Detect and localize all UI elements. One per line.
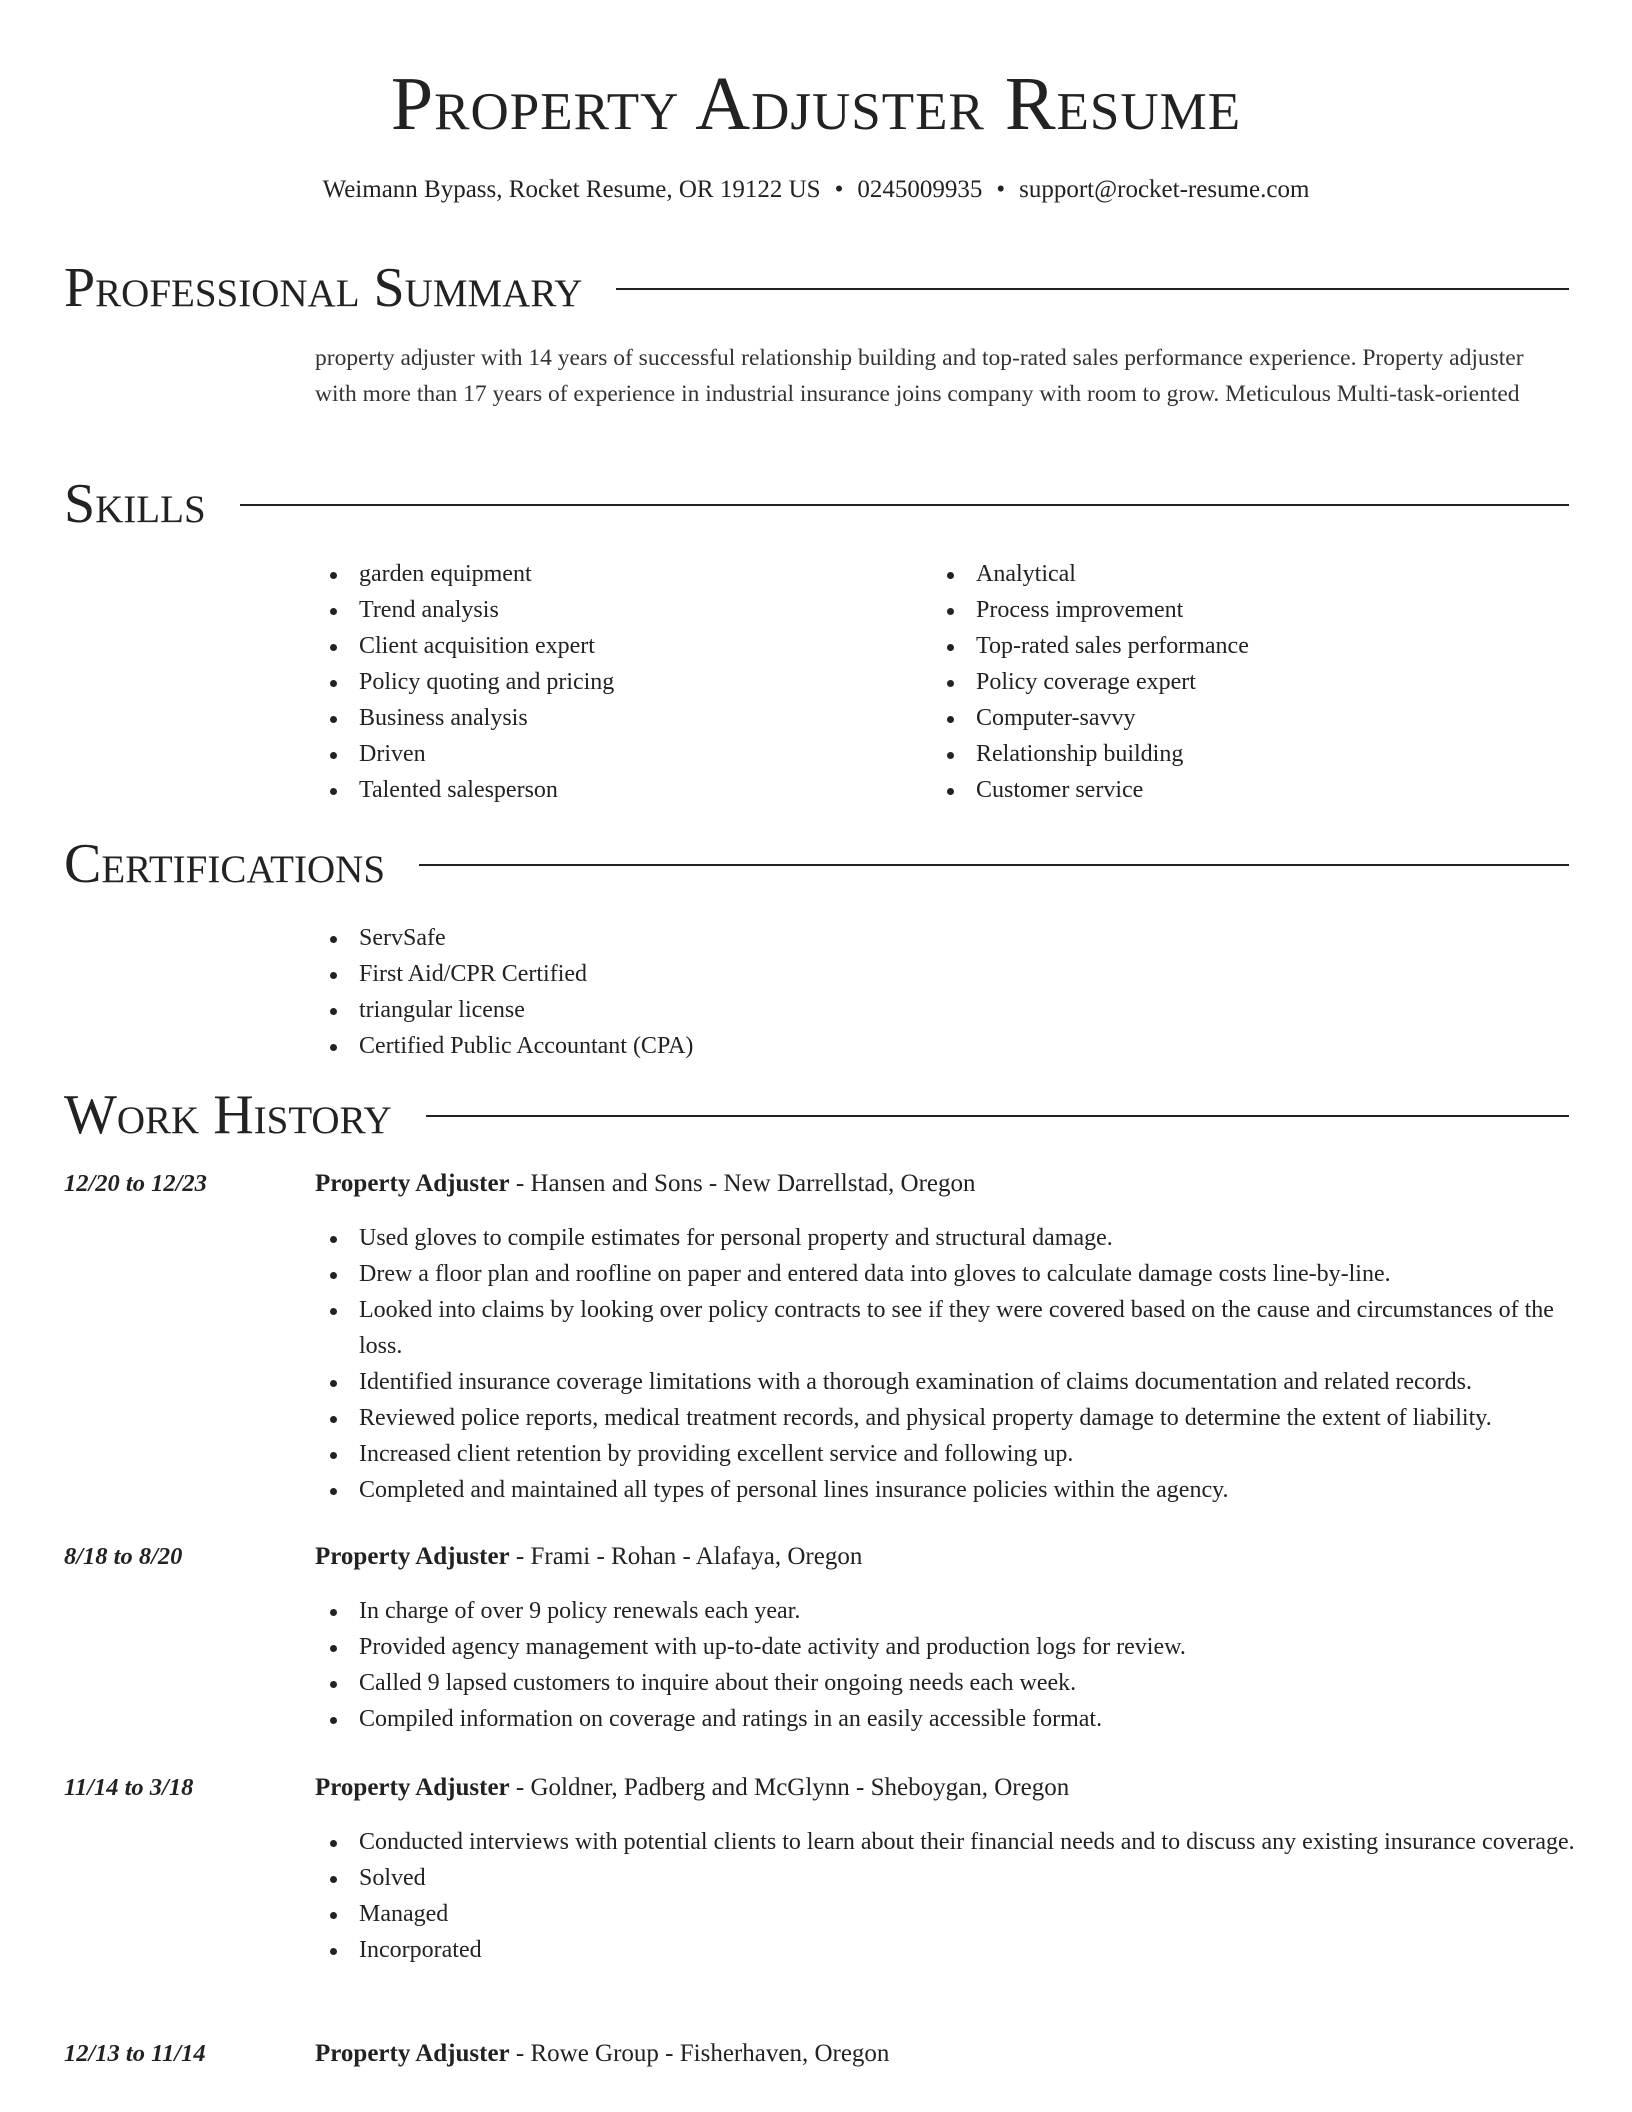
list-item: Client acquisition expert bbox=[315, 628, 915, 664]
list-item: Computer-savvy bbox=[932, 700, 1532, 736]
list-item: Analytical bbox=[932, 556, 1532, 592]
list-item: Identified insurance coverage limitations with a thorough examination of claims documentation and related records. bbox=[315, 1364, 1575, 1400]
job-company-location: - Rowe Group - Fisherhaven, Oregon bbox=[509, 2040, 890, 2067]
section-title: Certifications bbox=[64, 833, 386, 895]
job-company-location: - Hansen and Sons - New Darrellstad, Oregon bbox=[509, 1170, 976, 1197]
list-item: Process improvement bbox=[932, 592, 1532, 628]
job-header bbox=[315, 2036, 889, 2072]
phone: 0245009935 bbox=[857, 176, 983, 203]
job-dates: 8/18 to 8/20 bbox=[64, 1543, 183, 1570]
section-rule bbox=[419, 864, 1569, 866]
section-rule bbox=[426, 1115, 1569, 1117]
job-dates: 11/14 to 3/18 bbox=[64, 1774, 194, 1801]
list-item: triangular license bbox=[315, 992, 1315, 1028]
section-header-skills bbox=[64, 472, 1569, 536]
list-item: Talented salesperson bbox=[315, 772, 915, 808]
email: support@rocket-resume.com bbox=[1019, 176, 1310, 203]
list-item: First Aid/CPR Certified bbox=[315, 956, 1315, 992]
certifications-list bbox=[315, 920, 1315, 1064]
list-item: garden equipment bbox=[315, 556, 915, 592]
list-item: Policy quoting and pricing bbox=[315, 664, 915, 700]
job-title: Property Adjuster bbox=[315, 1543, 510, 1570]
list-item: Reviewed police reports, medical treatment records, and physical property damage to determine the extent of liability. bbox=[315, 1400, 1575, 1436]
section-header-certifications bbox=[64, 832, 1569, 896]
job-duties bbox=[315, 1824, 1575, 1968]
resume-title: Property Adjuster Resume bbox=[390, 62, 1242, 146]
list-item: Increased client retention by providing excellent service and following up. bbox=[315, 1436, 1575, 1472]
list-item: Provided agency management with up-to-date activity and production logs for review. bbox=[315, 1629, 1575, 1665]
job-duties bbox=[315, 1220, 1575, 1508]
contact-line bbox=[0, 174, 1632, 206]
list-item: Conducted interviews with potential clients to learn about their financial needs and to discuss any existing insurance coverage. bbox=[315, 1824, 1575, 1860]
summary-text: property adjuster with 14 years of successful relationship building and top-rated sales performance experience. Property adjuster with more than 17 years of experience in industrial insurance joins company with room to grow. Meticulous Multi-task-oriented bbox=[315, 345, 1524, 407]
section-title: Skills bbox=[64, 473, 206, 535]
list-item: Managed bbox=[315, 1896, 1575, 1932]
job-company-location: - Frami - Rohan - Alafaya, Oregon bbox=[509, 1543, 863, 1570]
skills-list-left bbox=[315, 556, 915, 808]
list-item: Drew a floor plan and roofline on paper and entered data into gloves to calculate damage costs line-by-line. bbox=[315, 1256, 1575, 1292]
section-title: Professional Summary bbox=[64, 257, 583, 319]
job-header bbox=[315, 1770, 1069, 1806]
list-item: Compiled information on coverage and ratings in an easily accessible format. bbox=[315, 1701, 1575, 1737]
section-rule bbox=[240, 504, 1569, 506]
list-item: Used gloves to compile estimates for personal property and structural damage. bbox=[315, 1220, 1575, 1256]
list-item: Policy coverage expert bbox=[932, 664, 1532, 700]
list-item: Customer service bbox=[932, 772, 1532, 808]
list-item: Trend analysis bbox=[315, 592, 915, 628]
list-item: Incorporated bbox=[315, 1932, 1575, 1968]
job-company-location: - Goldner, Padberg and McGlynn - Sheboygan, Oregon bbox=[509, 1774, 1070, 1801]
list-item: Business analysis bbox=[315, 700, 915, 736]
separator: • bbox=[834, 176, 844, 203]
job-dates: 12/20 to 12/23 bbox=[64, 1170, 207, 1197]
list-item: Looked into claims by looking over policy contracts to see if they were covered based on the cause and circumstances of the loss. bbox=[315, 1292, 1575, 1364]
section-rule bbox=[616, 288, 1569, 290]
job-title: Property Adjuster bbox=[315, 2040, 510, 2067]
list-item: Top-rated sales performance bbox=[932, 628, 1532, 664]
job-dates: 12/13 to 11/14 bbox=[64, 2040, 206, 2067]
list-item: Completed and maintained all types of personal lines insurance policies within the agency. bbox=[315, 1472, 1575, 1508]
job-header bbox=[315, 1166, 976, 1202]
list-item: Driven bbox=[315, 736, 915, 772]
section-title: Work History bbox=[64, 1084, 392, 1146]
address: Weimann Bypass, Rocket Resume, OR 19122 US bbox=[322, 176, 821, 203]
section-header-work-history bbox=[64, 1083, 1569, 1147]
list-item: ServSafe bbox=[315, 920, 1315, 956]
list-item: In charge of over 9 policy renewals each year. bbox=[315, 1593, 1575, 1629]
job-duties bbox=[315, 1593, 1575, 1737]
section-header-summary bbox=[64, 256, 1569, 320]
job-title: Property Adjuster bbox=[315, 1774, 510, 1801]
list-item: Certified Public Accountant (CPA) bbox=[315, 1028, 1315, 1064]
job-header bbox=[315, 1539, 862, 1575]
separator: • bbox=[996, 176, 1006, 203]
list-item: Relationship building bbox=[932, 736, 1532, 772]
skills-list-right bbox=[932, 556, 1532, 808]
list-item: Called 9 lapsed customers to inquire about their ongoing needs each week. bbox=[315, 1665, 1575, 1701]
job-title: Property Adjuster bbox=[315, 1170, 510, 1197]
list-item: Solved bbox=[315, 1860, 1575, 1896]
